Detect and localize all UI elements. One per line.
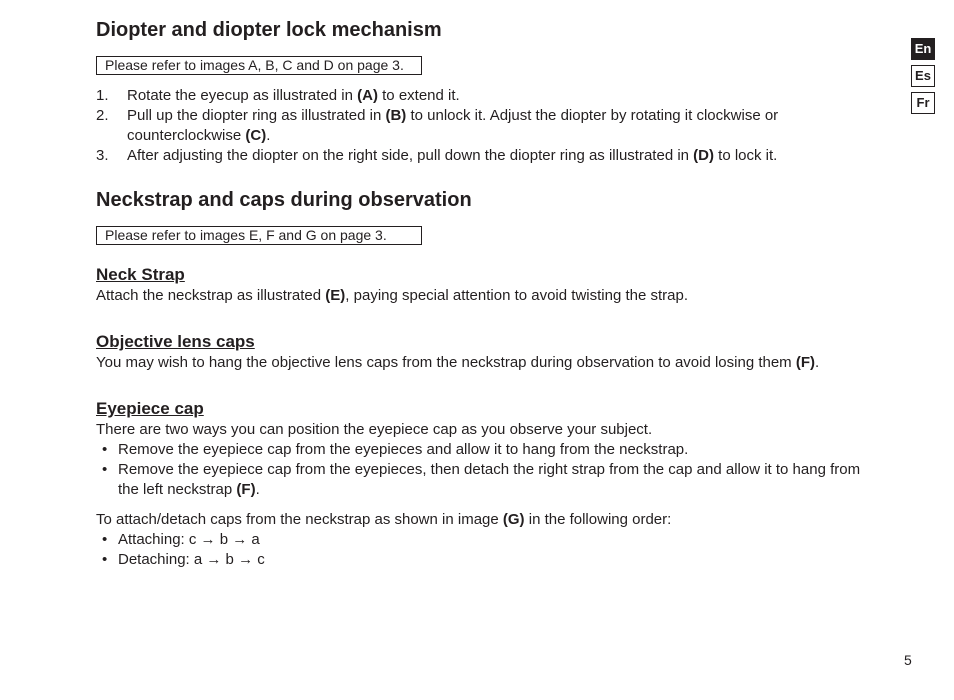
attach-detach-text bbox=[96, 510, 876, 530]
step-image-ref: (B) bbox=[385, 107, 407, 124]
subsection-title-neck-strap: Neck Strap bbox=[96, 265, 185, 284]
language-tab-fr[interactable]: Fr bbox=[911, 92, 935, 114]
bullet-text: . bbox=[255, 481, 260, 498]
list-item bbox=[96, 86, 876, 106]
language-tabs bbox=[911, 38, 935, 119]
image-ref: (G) bbox=[502, 511, 525, 528]
image-ref: (F) bbox=[795, 354, 815, 371]
step-text: . bbox=[266, 127, 271, 144]
step-text: Rotate the eyecup as illustrated in bbox=[127, 87, 358, 104]
body-text: , paying special attention to avoid twisting the strap. bbox=[345, 287, 688, 304]
neck-strap-text bbox=[96, 286, 876, 306]
eyepiece-cap-intro: There are two ways you can position the eyepiece cap as you observe your subject. bbox=[96, 421, 653, 438]
step-text: to extend it. bbox=[377, 87, 460, 104]
bullet-text: Remove the eyepiece cap from the eyepieces and allow it to hang from the neckstrap. bbox=[118, 441, 689, 458]
list-item bbox=[96, 460, 876, 500]
step-number: 3. bbox=[96, 147, 109, 164]
diopter-steps-list bbox=[96, 86, 876, 166]
bullet-icon: • bbox=[102, 441, 108, 458]
bullet-icon: • bbox=[102, 551, 108, 568]
subsection-title-lens-caps: Objective lens caps bbox=[96, 332, 255, 351]
section-title-diopter: Diopter and diopter lock mechanism bbox=[96, 19, 442, 41]
page-content bbox=[96, 16, 876, 570]
reference-box-neckstrap: Please refer to images E, F and G on page 3. bbox=[96, 226, 422, 245]
attaching-order: Attaching: c → b → a bbox=[118, 531, 260, 548]
step-text: Pull up the diopter ring as illustrated in bbox=[127, 107, 386, 124]
page-number: 5 bbox=[904, 652, 912, 668]
step-number: 1. bbox=[96, 87, 109, 104]
subsection-title-eyepiece-cap: Eyepiece cap bbox=[96, 399, 204, 418]
image-ref: (F) bbox=[236, 481, 256, 498]
step-text: After adjusting the diopter on the right side, pull down the diopter ring as illustrated in bbox=[127, 147, 694, 164]
step-image-ref: (A) bbox=[357, 87, 378, 104]
list-item bbox=[96, 550, 876, 570]
list-item bbox=[96, 530, 876, 550]
body-text: in the following order: bbox=[524, 511, 672, 528]
bullet-text: Remove the eyepiece cap from the eyepieces, then detach the right strap from the cap and allow it to hang from the left neckstrap bbox=[118, 461, 861, 498]
step-text: to unlock it. Adjust the diopter by rotating it clockwise or counterclockwise bbox=[127, 107, 779, 144]
list-item bbox=[96, 106, 876, 146]
image-ref: (E) bbox=[325, 287, 346, 304]
language-tab-en[interactable]: En bbox=[911, 38, 935, 60]
attach-detach-list bbox=[96, 530, 876, 570]
step-text: to lock it. bbox=[714, 147, 778, 164]
body-text: You may wish to hang the objective lens caps from the neckstrap during observation to avoid losing them bbox=[96, 354, 796, 371]
step-image-ref: (D) bbox=[693, 147, 714, 164]
lens-caps-text bbox=[96, 353, 876, 373]
bullet-icon: • bbox=[102, 531, 108, 548]
body-text: Attach the neckstrap as illustrated bbox=[96, 287, 326, 304]
section-title-neckstrap: Neckstrap and caps during observation bbox=[96, 189, 472, 211]
body-text: . bbox=[815, 354, 820, 371]
language-tab-es[interactable]: Es bbox=[911, 65, 935, 87]
body-text: To attach/detach caps from the neckstrap as shown in image bbox=[96, 511, 503, 528]
eyepiece-cap-list bbox=[96, 440, 876, 500]
step-number: 2. bbox=[96, 107, 109, 124]
list-item bbox=[96, 146, 876, 166]
detaching-order: Detaching: a → b → c bbox=[118, 551, 265, 568]
step-image-ref: (C) bbox=[245, 127, 267, 144]
reference-box-diopter: Please refer to images A, B, C and D on page 3. bbox=[96, 56, 422, 75]
list-item bbox=[96, 440, 876, 460]
bullet-icon: • bbox=[102, 461, 108, 478]
